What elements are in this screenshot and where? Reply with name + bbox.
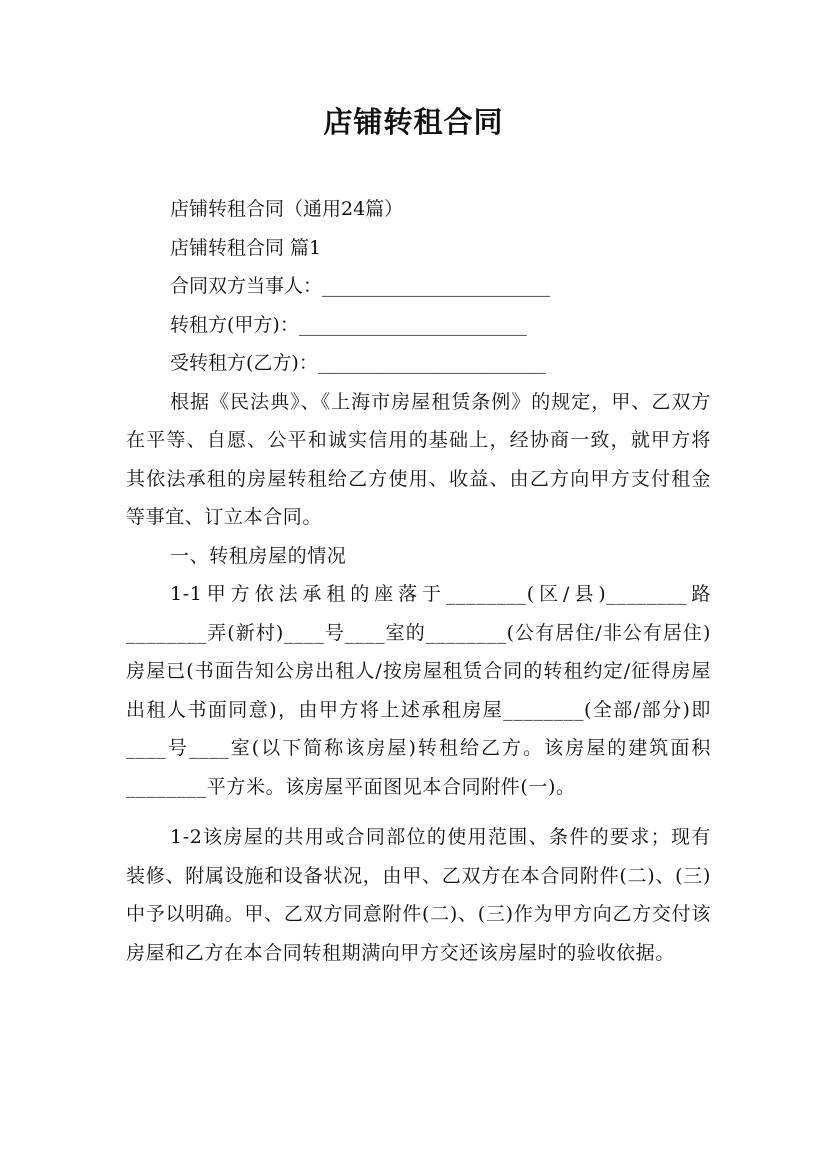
preamble-paragraph: 根据《民法典》、《上海市房屋租赁条例》的规定，甲、乙双方在平等、自愿、公平和诚实信用的基础上，经协商一致，就甲方将其依法承租的房屋转租给乙方使用、收益、由乙方向甲方支付租金等事宜、订立本合同。 xyxy=(126,390,711,528)
paragraph-gap xyxy=(126,806,711,818)
party-a-line: 转租方(甲方)：________________________ xyxy=(170,313,527,336)
party-b-line: 受转租方(乙方)：________________________ xyxy=(170,352,546,374)
clause-heading: 一、转租房屋的情况 xyxy=(170,544,347,567)
clause-1-1-paragraph: 1-1甲方依法承租的座落于________(区/县)________路________弄(新村)____号____室的________(公有居住/非公有居住)房屋已(书面告知公房出租人/按房屋租赁合同的转租约定/征得房屋出租人书面同意)，由甲方将上述承租房屋________(全部/部分)即____号____室(以下简称该房屋)转租给乙方。该房屋的建筑面积________平方米。该房屋平面图见本合同附件(一)。 xyxy=(126,583,711,798)
subtitle-line: 店铺转租合同（通用24篇） xyxy=(170,198,404,220)
section-heading: 店铺转租合同 篇1 xyxy=(170,236,322,259)
clause-1-2-paragraph: 1-2该房屋的共用或合同部位的使用范围、条件的要求；现有装修、附属设施和设备状况，由甲、乙双方在本合同附件(二)、(三)中予以明确。甲、乙双方同意附件(二)、(三)作为甲方向乙方交付该房屋和乙方在本合同转租期满向甲方交还该房屋时的验收依据。 xyxy=(126,826,711,964)
document-body xyxy=(126,190,711,972)
parties-line: 合同双方当事人：________________________ xyxy=(170,275,551,297)
document-title: 店铺转租合同 xyxy=(323,105,504,139)
